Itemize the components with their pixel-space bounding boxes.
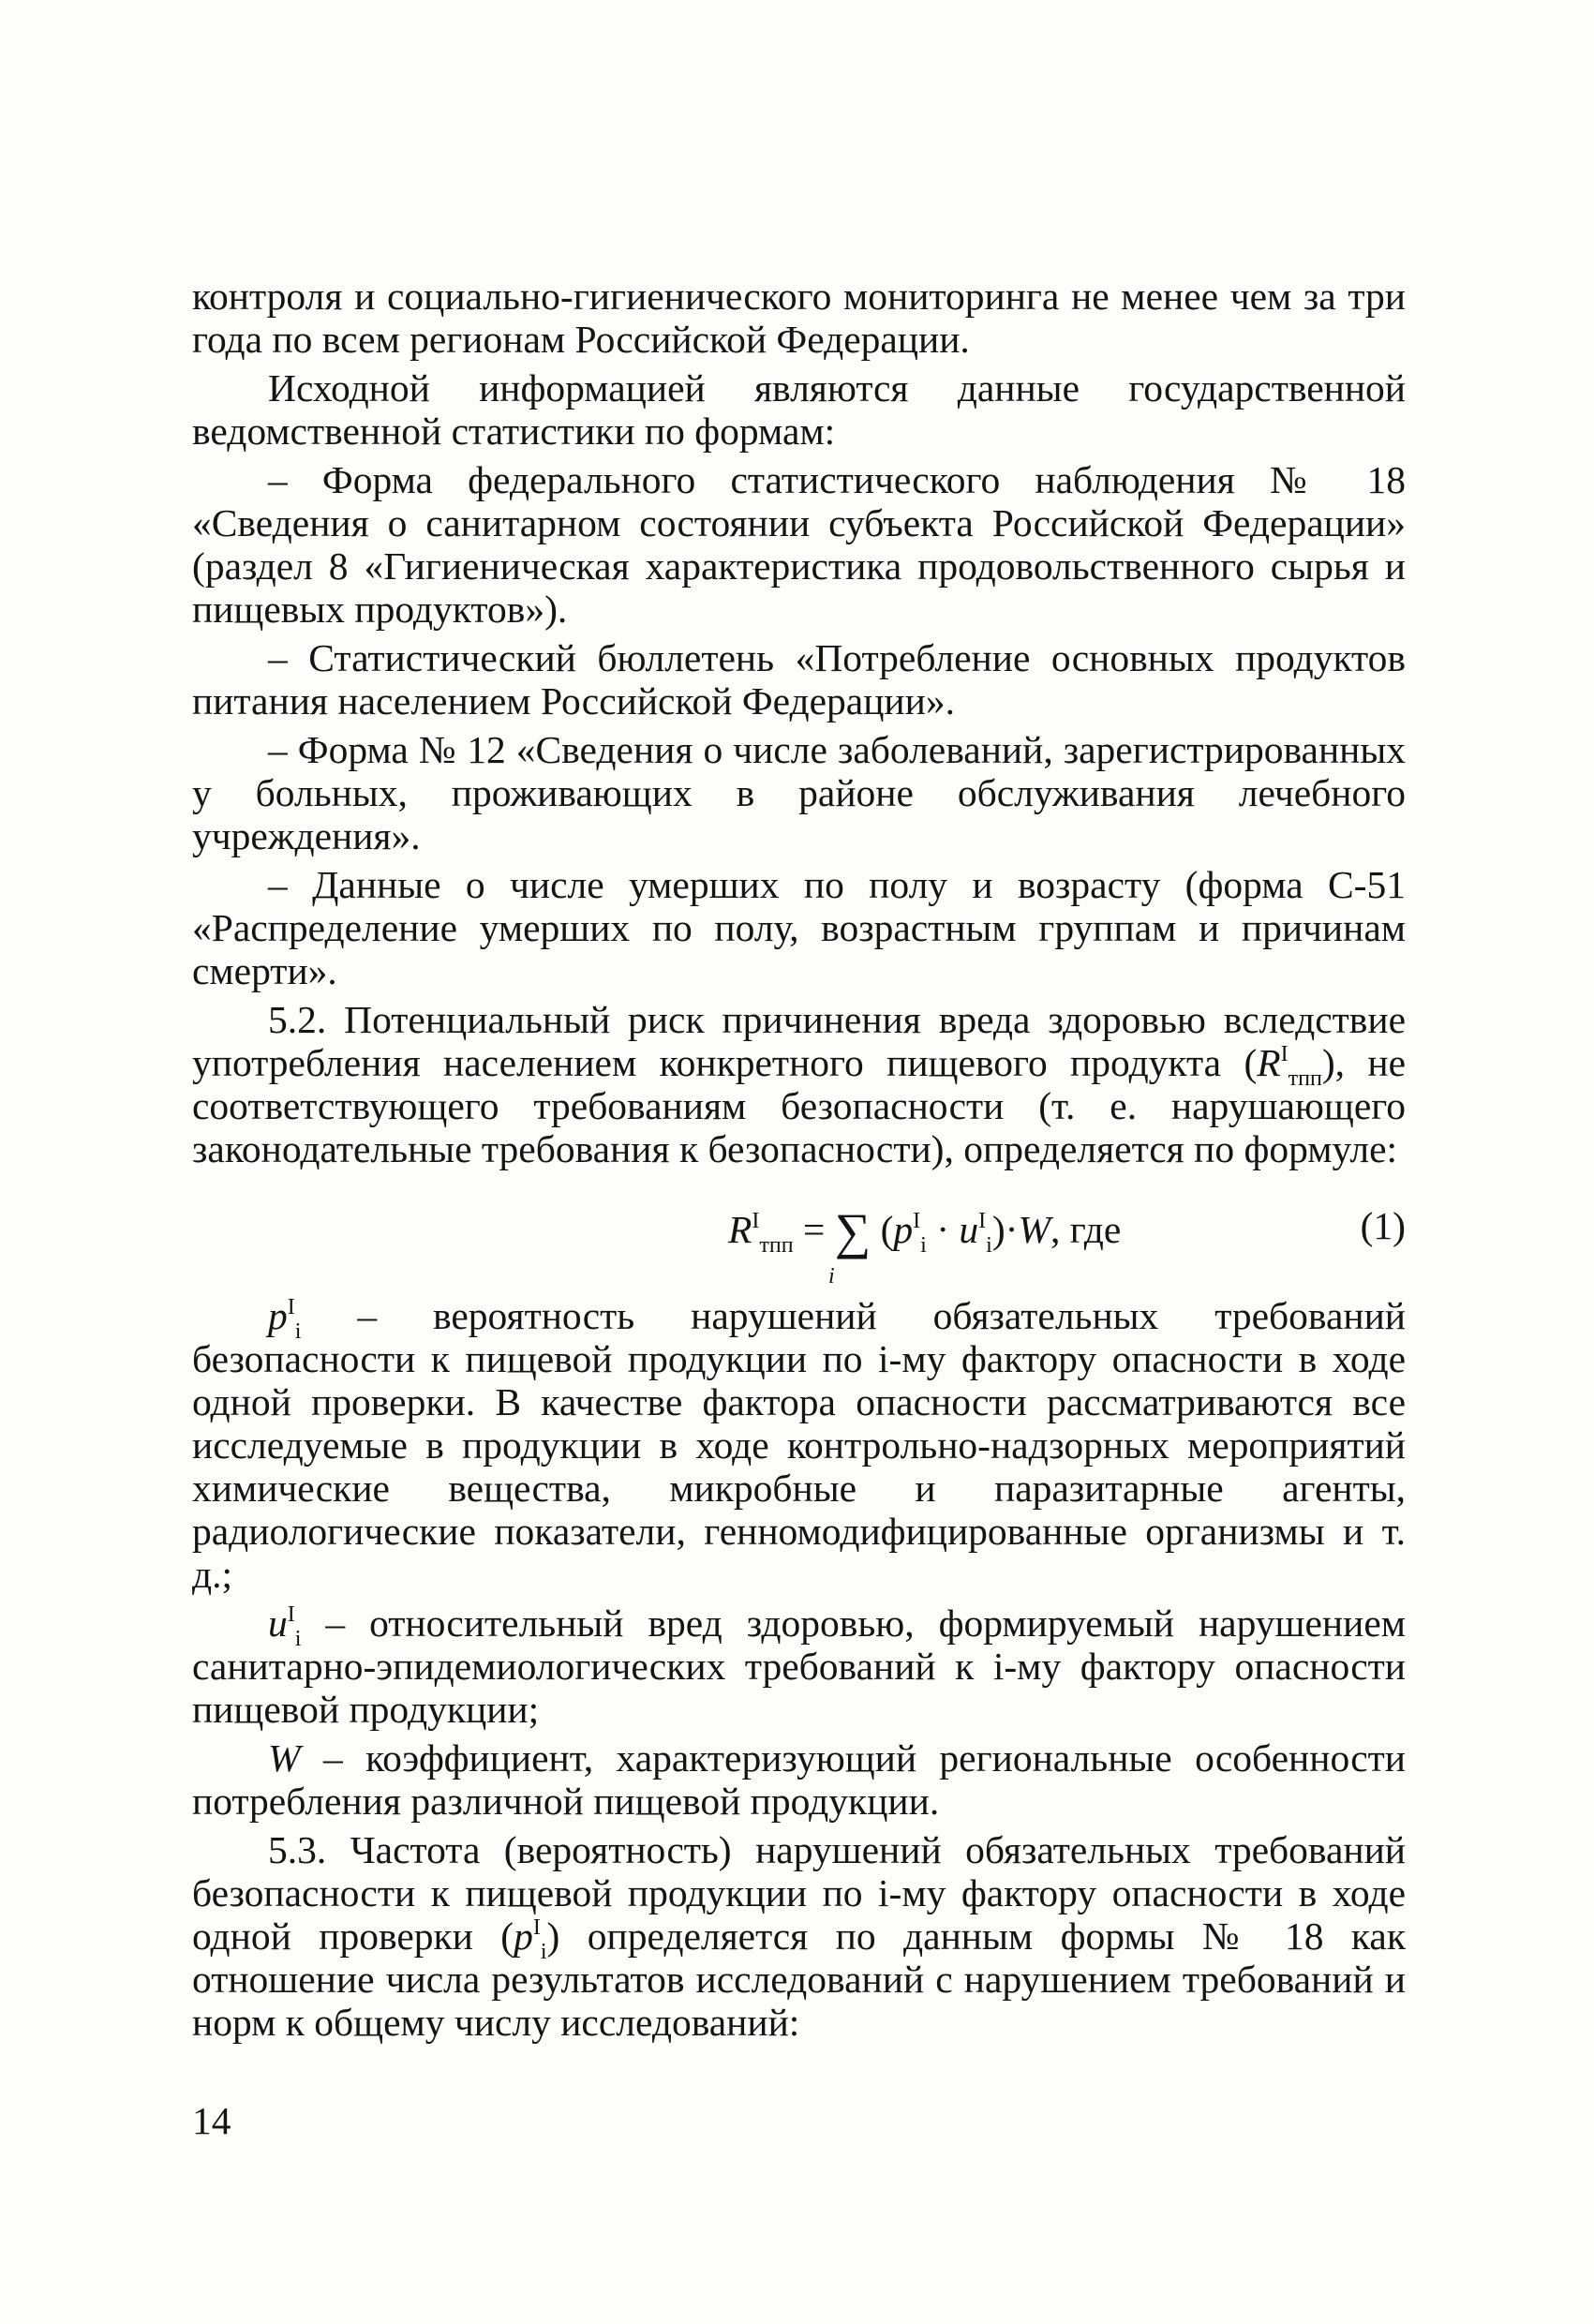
equals-sign: = xyxy=(802,1208,826,1251)
paragraph-1: контроля и социально-гигиенического мониторинга не менее чем за три года по всем регионам Российской Федерации. xyxy=(192,275,1406,361)
paragraph-form-12: – Форма № 12 «Сведения о числе заболеваний, зарегистрированных у больных, проживающих в районе обслуживания лечебного учреждения». xyxy=(192,728,1406,857)
paragraph-2: Исходной информацией являются данные государственной ведомственной статистики по формам: xyxy=(192,366,1406,453)
equation-number: (1) xyxy=(1360,1204,1406,1247)
page-number: 14 xyxy=(192,2099,231,2142)
inline-p-symbol: $p^I_i$ xyxy=(514,1914,547,1964)
formula-expression: $R^I_{тпп}$ = ∑ $(p^I_i \cdot u^I_i)\cdot W$, где i xyxy=(728,1204,1121,1251)
inline-risk-symbol: $R^I_{тпп}$ xyxy=(1257,1041,1322,1091)
paragraph-5-2 xyxy=(192,998,1406,1170)
paragraph-5-3 xyxy=(192,1828,1406,2044)
definition-u xyxy=(192,1601,1406,1731)
paragraph-5-3-text-end: ) определяется по данным формы № 18 как отношение числа результатов исследований с нарушением требований и норм к общему числу исследований: xyxy=(192,1914,1406,2044)
formula-1 xyxy=(192,1174,1406,1294)
paragraph-form-c51: – Данные о числе умерших по полу и возрасту (форма С-51 «Распределение умерших по полу, возрастным группам и причинам смерти». xyxy=(192,863,1406,992)
definition-u-text: – относительный вред здоровью, формируемый нарушением санитарно-эпидемиологических требований к i-му фактору опасности пищевой продукции; xyxy=(192,1601,1406,1731)
paragraph-5-2-text-end: ), не соответствующего требованиям безопасности (т. е. нарушающего законодательные требования к безопасности), определяется по формуле: xyxy=(192,1041,1406,1170)
definition-p xyxy=(192,1294,1406,1596)
definition-p-text: – вероятность нарушений обязательных требований безопасности к пищевой продукции по i-му фактору опасности в ходе одной проверки. В качестве фактора опасности рассматриваются все исследуемые в продукции в ходе контрольно-надзорных мероприятий химические вещества, микробные и паразитарные агенты, радиологические показатели, генномодифицированные организмы и т. д.; xyxy=(192,1294,1406,1596)
paragraph-5-3-text-start: 5.3. Частота (вероятность) нарушений обязательных требований безопасности к пищевой продукции по i-му фактору опасности в ходе одной проверки ( xyxy=(192,1828,1406,1958)
paragraph-bulletin: – Статистический бюллетень «Потребление основных продуктов питания населением Российской Федерации». xyxy=(192,636,1406,723)
sum-symbol: ∑ xyxy=(834,1203,871,1259)
sum-index: i xyxy=(828,1264,835,1289)
paragraph-form-18: – Форма федерального статистического наблюдения № 18 «Сведения о санитарном состоянии субъекта Российской Федерации» (раздел 8 «Гигиеническая характеристика продовольственного сырья и пищевых продуктов»). xyxy=(192,458,1406,631)
definition-w xyxy=(192,1736,1406,1823)
page-body xyxy=(192,275,1406,2044)
paragraph-5-2-text-start: 5.2. Потенциальный риск причинения вреда здоровью вследствие употребления населением конкретного пищевого продукта ( xyxy=(192,998,1406,1084)
symbol-u: $u^I_i$ xyxy=(268,1601,302,1651)
sum-body: $(p^I_i \cdot u^I_i)\cdot W$ xyxy=(880,1208,1051,1258)
symbol-p: $p^I_i$ xyxy=(268,1294,302,1344)
symbol-w: W xyxy=(268,1736,301,1780)
definition-w-text: – коэффициент, характеризующий региональные особенности потребления различной пищевой продукции. xyxy=(192,1736,1406,1823)
formula-where: , где xyxy=(1050,1208,1122,1251)
